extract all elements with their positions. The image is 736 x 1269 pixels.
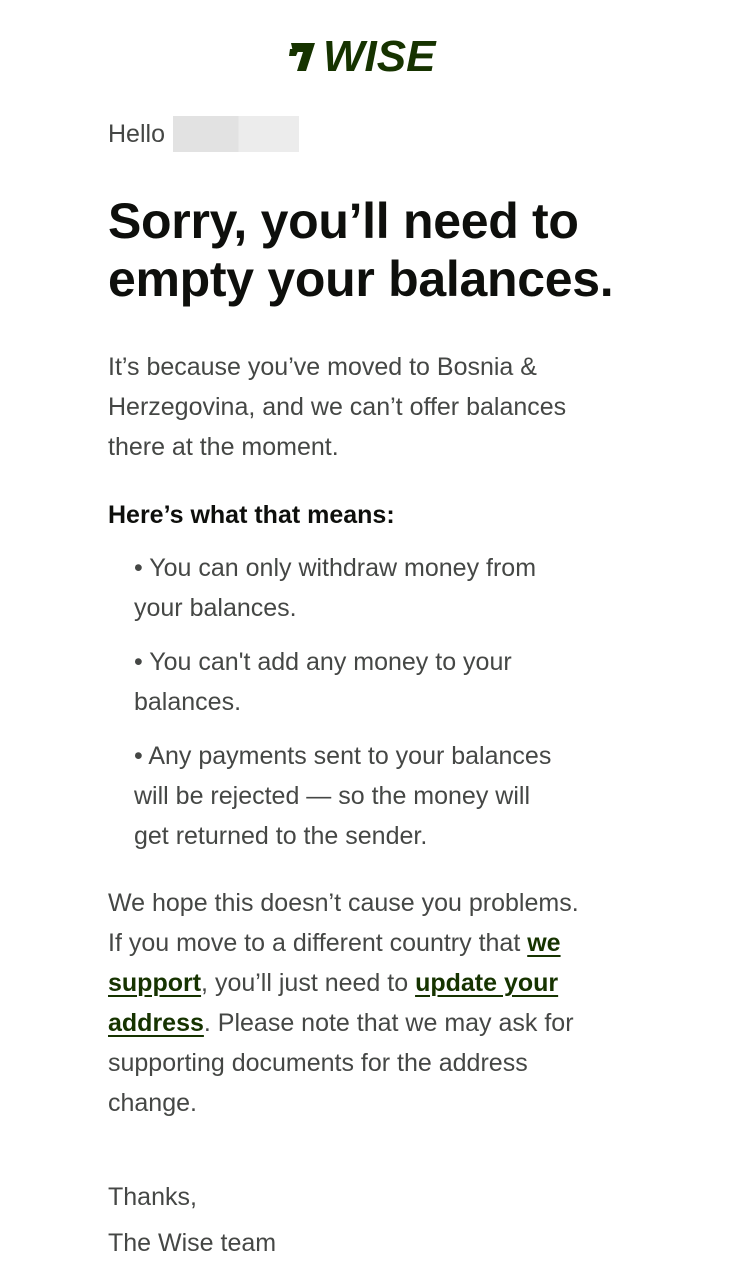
closing-paragraph (108, 883, 628, 1123)
list-item-line: get returned to the sender. (134, 822, 428, 850)
intro-line-2: Herzegovina, and we can’t offer balances (108, 393, 567, 421)
intro-paragraph (108, 347, 628, 467)
greeting (108, 116, 299, 152)
list-item-line: your balances. (134, 594, 297, 622)
closing-line-2-prefix: If you move to a different country that (108, 929, 528, 957)
we-support-link-part-2[interactable]: support (108, 969, 202, 997)
wise-flag-icon (289, 35, 447, 75)
update-address-link-part-2[interactable]: address (108, 1009, 204, 1037)
list-item-line: will be rejected — so the money will (134, 782, 530, 810)
list-item (134, 548, 614, 628)
wise-logo (0, 30, 736, 80)
subheading: Here’s what that means: (108, 501, 395, 529)
closing-line-5: supporting documents for the address (108, 1049, 528, 1077)
consequence-list (134, 548, 614, 870)
closing-line-1: We hope this doesn’t cause you problems. (108, 889, 579, 917)
closing-line-3-mid: , you’ll just need to (201, 969, 416, 997)
signoff-thanks: Thanks, (108, 1183, 197, 1211)
closing-line-6: change. (108, 1089, 197, 1117)
list-item (134, 736, 614, 856)
redacted-recipient-name (173, 116, 299, 152)
headline-line-1: Sorry, you’ll need to (108, 193, 579, 249)
signoff-team: The Wise team (108, 1229, 277, 1257)
headline (108, 192, 668, 308)
update-address-link-part-1[interactable]: update your (415, 969, 559, 997)
closing-line-4-suffix: . Please note that we may ask for (203, 1009, 574, 1037)
list-item-line: • You can only withdraw money from (134, 554, 537, 582)
intro-line-3: there at the moment. (108, 433, 339, 461)
intro-line-1: It’s because you’ve moved to Bosnia & (108, 353, 537, 381)
headline-line-2: empty your balances. (108, 251, 614, 307)
we-support-link-part-1[interactable]: we (527, 929, 561, 957)
list-item-line: • You can't add any money to your (134, 648, 512, 676)
list-item (134, 642, 614, 722)
wise-logo-text: WISE (323, 35, 436, 75)
list-item-line: • Any payments sent to your balances (134, 742, 552, 770)
greeting-text: Hello (108, 120, 165, 148)
list-item-line: balances. (134, 688, 242, 716)
